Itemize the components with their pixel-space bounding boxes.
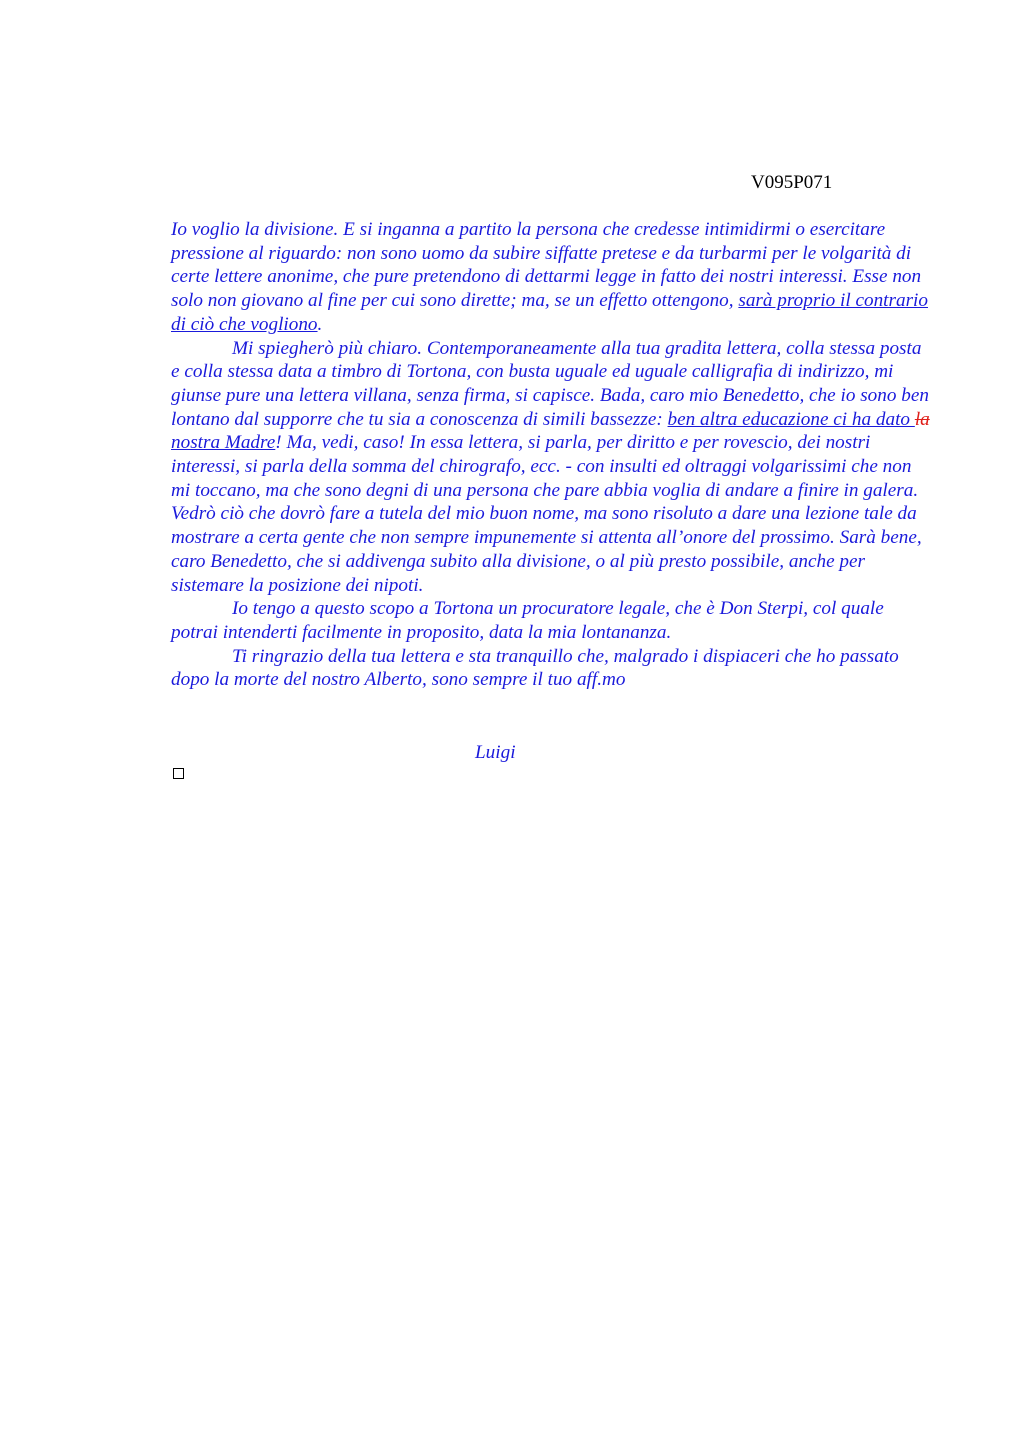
paragraph-1 bbox=[171, 218, 931, 337]
paragraph-1-end: . bbox=[317, 313, 323, 335]
paragraph-3: Io tengo a questo scopo a Tortona un procuratore legale, che è Don Sterpi, col quale potrai intenderti facilmente in proposito, data la mia lontananza. bbox=[171, 598, 884, 643]
paragraph-2-end: ! Ma, vedi, caso! In essa lettera, si parla, per diritto e per rovescio, dei nostri interessi, si parla della somma del chirografo, ecc. - con insulti ed oltraggi volgarissimi che non mi toccano, ma che sono degni di una persona che pare abbia voglia di andare a finire in galera. Vedrò ciò che dovrò fare a tutela del mio buon nome, ma sono risoluto a dare una lezione tale da mostrare a certa gente che non sempre impunemente si attenta all’onore del prossimo. Sarà bene, caro Benedetto, che si addivenga subito alla divisione, o al più presto possibile, anche per sistemare la posizione dei nipoti. bbox=[171, 432, 922, 596]
underlined-phrase: sarà proprio il contrario di ciò che vogliono bbox=[171, 290, 928, 335]
checkbox-square-icon bbox=[173, 768, 184, 779]
paragraph-2 bbox=[171, 337, 931, 598]
page-code: V095P071 bbox=[751, 172, 833, 193]
underlined-phrase-a: ben altra educazione ci ha dato bbox=[667, 408, 915, 430]
signature: Luigi bbox=[475, 742, 516, 763]
paragraph-2-text: Mi spiegherò più chiaro. Contemporaneamente alla tua gradita lettera, colla stessa posta e colla stessa data a timbro di Tortona, con busta uguale ed uguale calligrafia di indirizzo, mi giunse pure una lettera villana, senza firma, si capisce. Bada, caro mio Benedetto, che io sono ben lontano dal supporre che tu sia a conoscenza di simili bassezze: bbox=[171, 337, 929, 430]
deleted-word: la bbox=[914, 408, 930, 430]
underlined-phrase-b: nostra Madre bbox=[171, 432, 276, 454]
letter-body bbox=[171, 218, 931, 692]
paragraph-1-text: Io voglio la divisione. E si inganna a partito la persona che credesse intimidirmi o esercitare pressione al riguardo: non sono uomo da subire siffatte pretese e da turbarmi per le volgarità di certe lettere anonime, che pure pretendono di dettarmi legge in fatto dei nostri interessi. Esse non solo non giovano al fine per cui sono dirette; ma, se un effetto ottengono, bbox=[171, 219, 922, 312]
paragraph-4: Ti ringrazio della tua lettera e sta tranquillo che, malgrado i dispiaceri che ho passato dopo la morte del nostro Alberto, sono sempre il tuo aff.mo bbox=[171, 645, 899, 691]
